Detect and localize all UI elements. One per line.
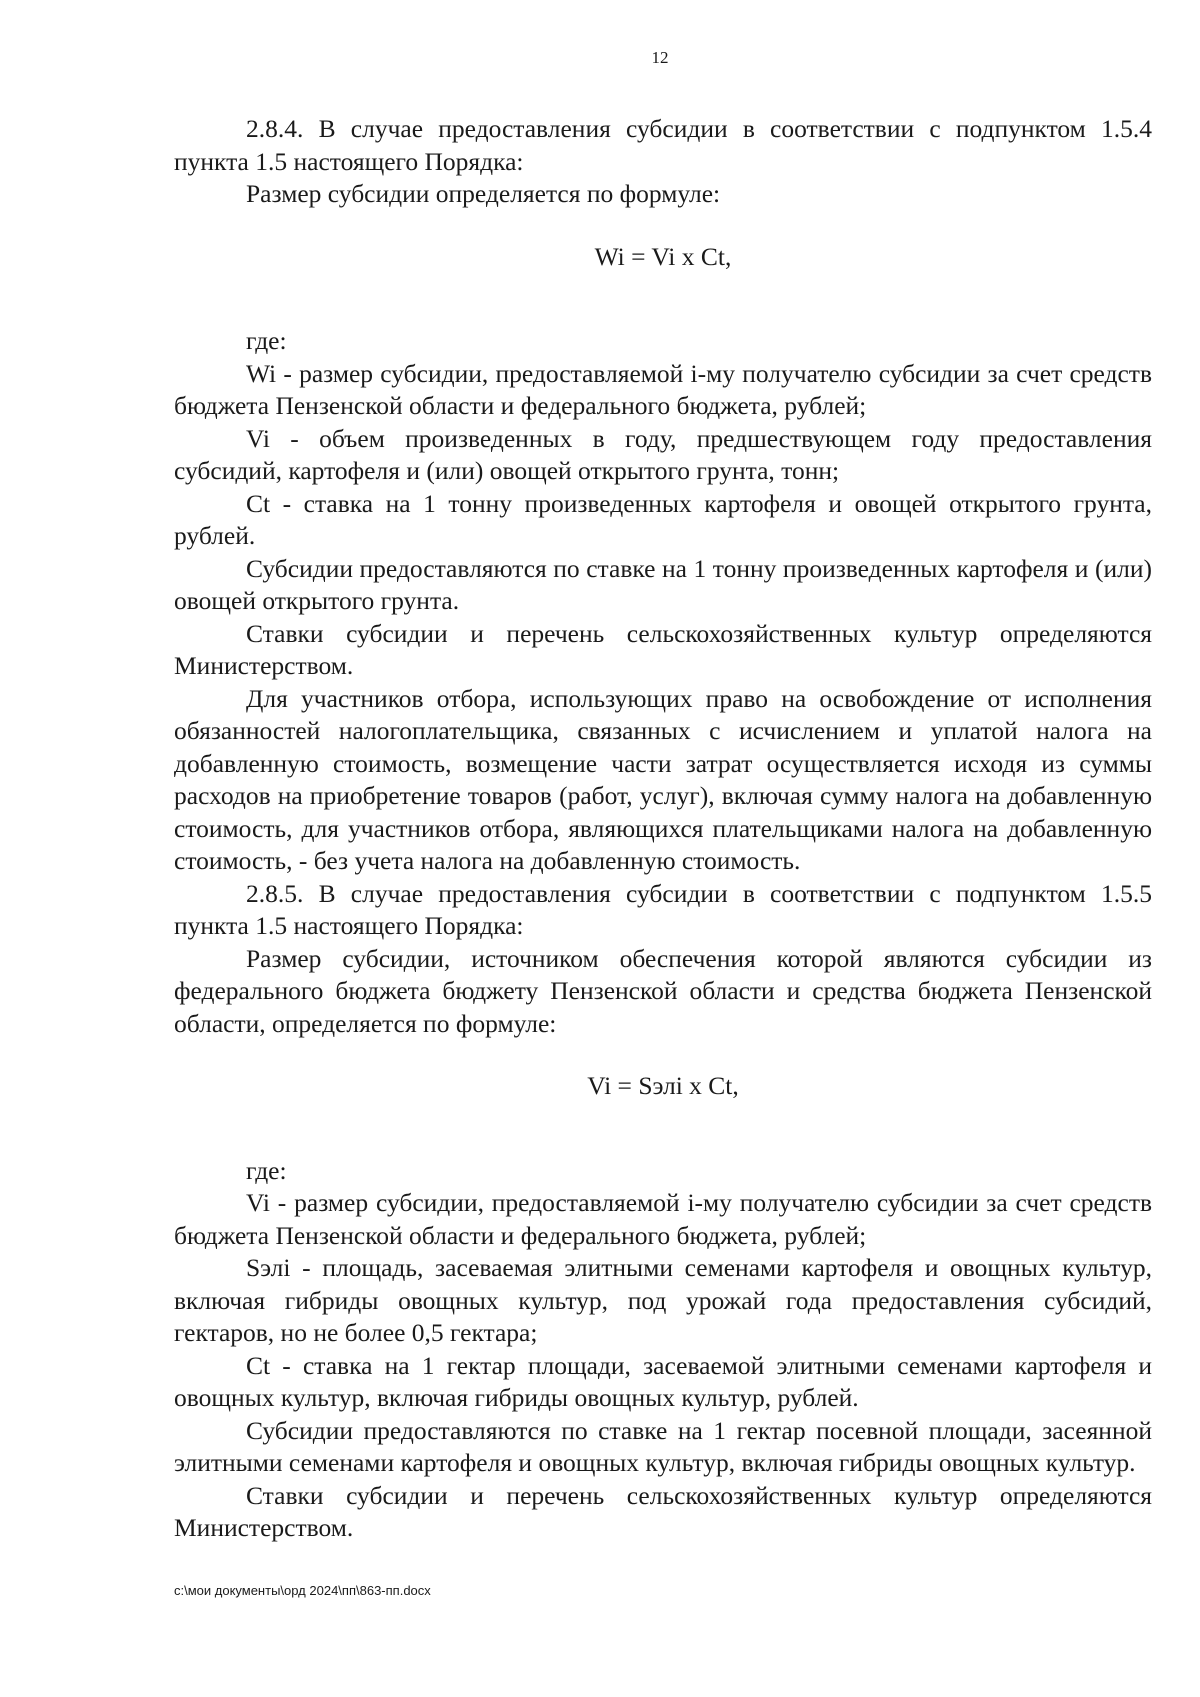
definition-vi: Vi - объем произведенных в году, предшествующем году предоставления субсидий, картофеля и (или) овощей открытого грунта, тонн; bbox=[174, 423, 1152, 485]
paragraph-2-8-5: 2.8.5. В случае предоставления субсидии в соответствии с подпунктом 1.5.5 пункта 1.5 настоящего Порядка: bbox=[174, 878, 1152, 940]
definition-ct: Ct - ставка на 1 тонну произведенных картофеля и овощей открытого грунта, рублей. bbox=[174, 488, 1152, 550]
where-label-1: где: bbox=[246, 326, 287, 355]
paragraph-formula-intro-1: Размер субсидии определяется по формуле: bbox=[246, 179, 721, 208]
document-body bbox=[174, 113, 1152, 1545]
definition-ct-2: Ct - ставка на 1 гектар площади, засеваемой элитными семенами картофеля и овощных культур, включая гибриды овощных культур, рублей. bbox=[174, 1350, 1152, 1412]
paragraph-ministry-2: Ставки субсидии и перечень сельскохозяйственных культур определяются Министерством. bbox=[174, 1480, 1152, 1542]
paragraph-ministry-1: Ставки субсидии и перечень сельскохозяйственных культур определяются Министерством. bbox=[174, 618, 1152, 680]
paragraph-rate-1: Субсидии предоставляются по ставке на 1 тонну произведенных картофеля и (или) овощей открытого грунта. bbox=[174, 553, 1152, 615]
footer-file-path: c:\мои документы\орд 2024\пп\863-пп.docx bbox=[174, 1583, 431, 1598]
page-number: 12 bbox=[651, 48, 669, 67]
formula-2: Vi = Sэлi x Ct, bbox=[587, 1071, 739, 1100]
definition-wi: Wi - размер субсидии, предоставляемой i-му получателю субсидии за счет средств бюджета Пензенской области и федерального бюджета, рублей; bbox=[174, 358, 1152, 420]
definition-vi-2: Vi - размер субсидии, предоставляемой i-му получателю субсидии за счет средств бюджета Пензенской области и федерального бюджета, рублей; bbox=[174, 1188, 1152, 1250]
paragraph-rate-2: Субсидии предоставляются по ставке на 1 гектар посевной площади, засеянной элитными семенами картофеля и овощных культур, включая гибриды овощных культур. bbox=[174, 1415, 1152, 1477]
paragraph-2-8-4: 2.8.4. В случае предоставления субсидии в соответствии с подпунктом 1.5.4 пункта 1.5 настоящего Порядка: bbox=[174, 114, 1152, 176]
definition-seli: Sэлi - площадь, засеваемая элитными семенами картофеля и овощных культур, включая гибриды овощных культур, под урожай года предоставления субсидий, гектаров, но не более 0,5 гектара; bbox=[174, 1253, 1152, 1347]
where-label-2: где: bbox=[246, 1155, 287, 1185]
paragraph-formula-intro-2: Размер субсидии, источником обеспечения которой являются субсидии из федерального бюджета бюджету Пензенской области и средства бюджета Пензенской области, определяется по формуле: bbox=[174, 943, 1152, 1038]
formula-1: Wi = Vi x Ct, bbox=[594, 241, 732, 271]
paragraph-vat: Для участников отбора, использующих право на освобождение от исполнения обязанностей налогоплательщика, связанных с исчислением и уплатой налога на добавленную стоимость, возмещение части затрат осуществляется исходя из суммы расходов на приобретение товаров (работ, услуг), включая сумму налога на добавленную стоимость, для участников отбора, являющихся плательщиками налога на добавленную стоимость, - без учета налога на добавленную стоимость. bbox=[174, 683, 1152, 875]
